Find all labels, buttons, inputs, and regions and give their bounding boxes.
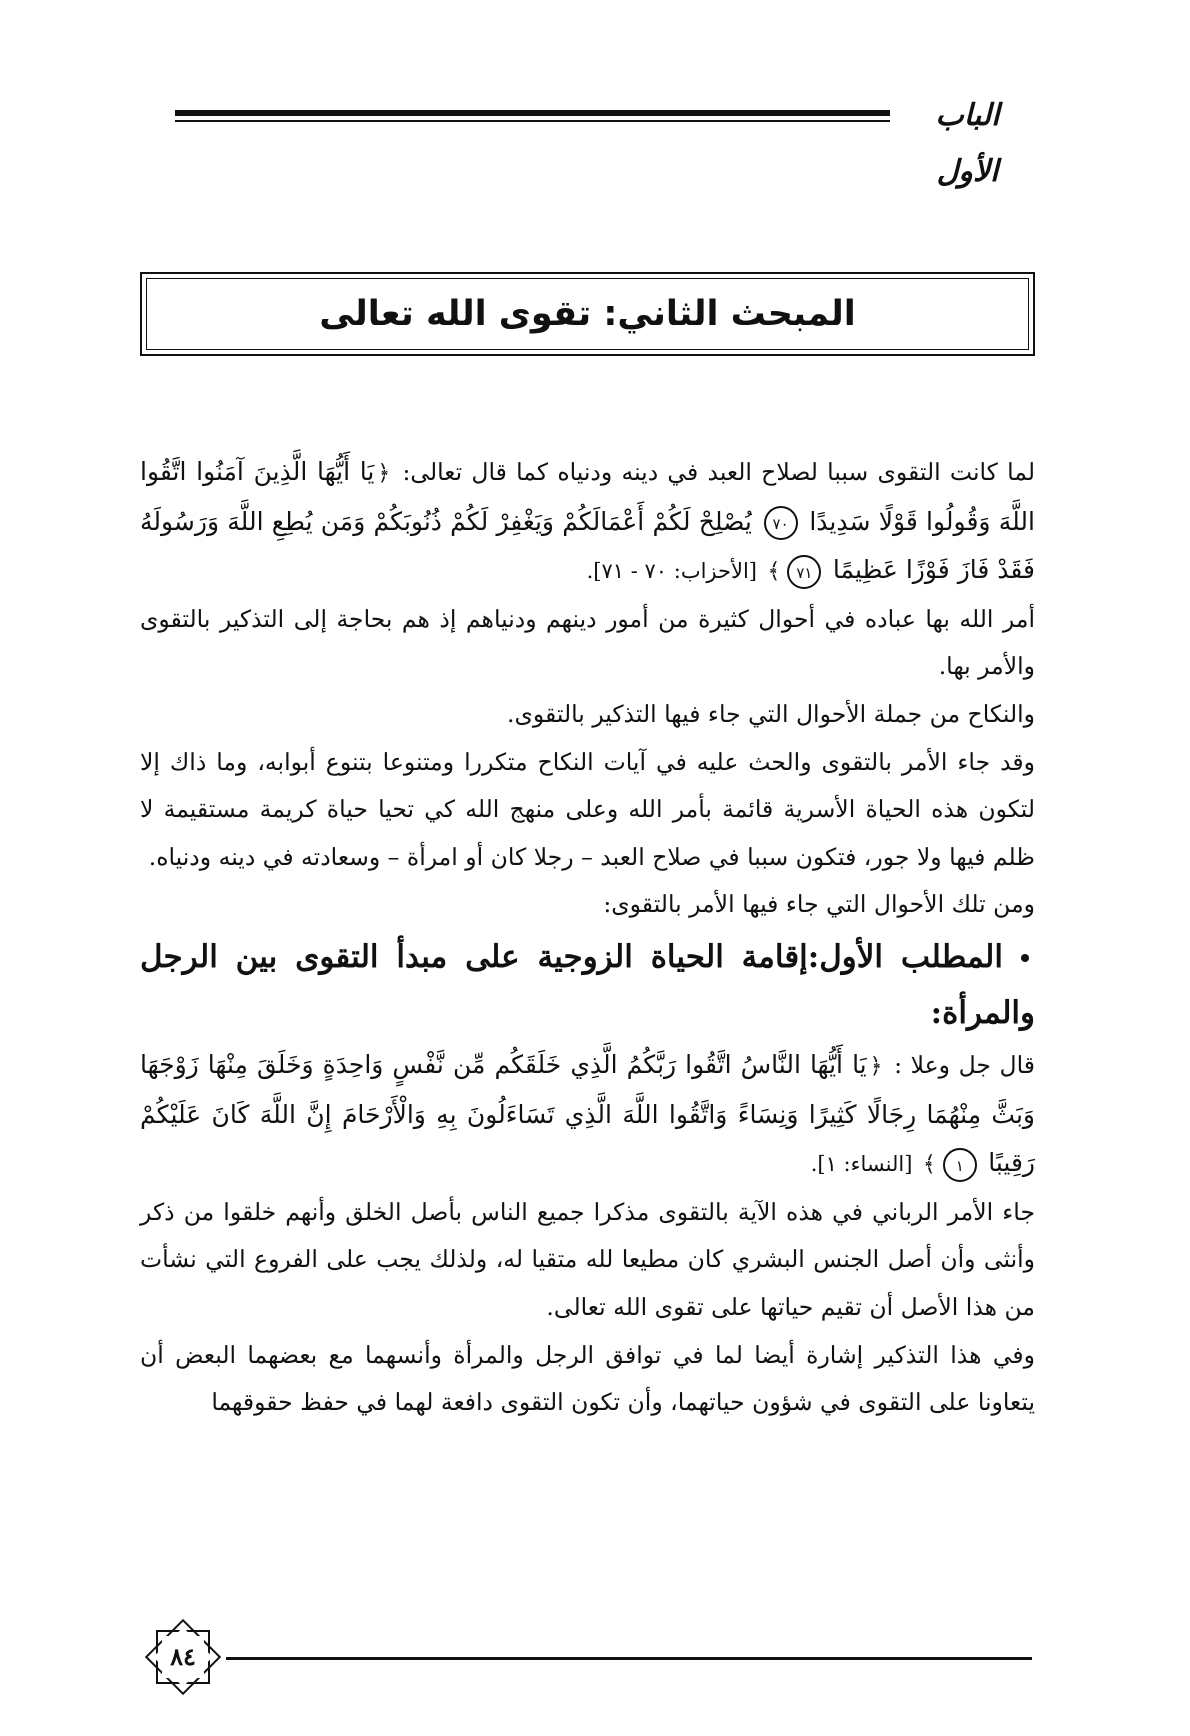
paragraph-intro: لما كانت التقوى سببا لصلاح العبد في دينه ودنياه كما قال تعالى: — [402, 458, 1035, 486]
page-number: ٨٤ — [170, 1642, 196, 1671]
quran-bracket-open: ﴿ — [377, 461, 391, 486]
paragraph-intro: قال جل وعلا : — [894, 1050, 1035, 1079]
ayah-number-badge: ٧١ — [787, 555, 821, 589]
quran-verse: يُصْلِحْ لَكُمْ أَعْمَالَكُمْ وَيَغْفِرْ لَكُمْ ذُنُوبَكُمْ وَمَن يُطِعِ اللَّهَ وَرَسُولَهُ فَقَدْ فَازَ فَوْزًا عَظِيمًا — [140, 506, 1035, 585]
bullet-icon — [1021, 954, 1029, 962]
header-rule-thin — [175, 120, 890, 122]
chapter-title: الباب الأول — [935, 98, 1000, 189]
quran-bracket-open: ﴿ — [869, 1053, 883, 1079]
verse-reference: [الأحزاب: ٧٠ - ٧١]. — [586, 559, 758, 584]
section-title: المبحث الثاني: تقوى الله تعالى — [319, 294, 856, 334]
quran-verse: يَا أَيُّهَا الَّذِينَ آمَنُوا اتَّقُوا اللَّهَ وَقُولُوا قَوْلًا سَدِيدًا — [140, 457, 1035, 536]
paragraph — [140, 448, 1035, 596]
section-title-box — [140, 272, 1035, 356]
subsection-heading-text: المطلب الأول:إقامة الحياة الزوجية على مبدأ التقوى بين الرجل والمرأة: — [140, 938, 1035, 1031]
paragraph: ومن تلك الأحوال التي جاء فيها الأمر بالتقوى: — [603, 890, 1035, 919]
paragraph: أمر الله بها عباده في أحوال كثيرة من أمور دينهم ودنياهم إذ هم بحاجة إلى التذكير بالتقوى والأمر بها. — [140, 604, 1035, 681]
paragraph: وقد جاء الأمر بالتقوى والحث عليه في آيات النكاح متكررا ومتنوعا بتنوع أبوابه، وما ذاك إلا لتكون هذه الحياة الأسرية قائمة بأمر الله وعلى منهج الله كي تحيا حياة كريمة مستقيمة لا ظلم فيها ولا جور، فتكون سببا في صلاح العبد – رجلا كان أو امرأة – وسعادته في دينه ودنياه. — [140, 747, 1035, 871]
header-rule-thick — [175, 110, 890, 116]
verse-reference: [النساء: ١]. — [810, 1152, 913, 1177]
quran-bracket-close: ﴾ — [767, 559, 781, 585]
ayah-number-badge: ١ — [943, 1148, 977, 1182]
body-text — [140, 448, 1035, 1427]
quran-verse: يَا أَيُّهَا النَّاسُ اتَّقُوا رَبَّكُمُ الَّذِي خَلَقَكُم مِّن نَّفْسٍ وَاحِدَةٍ وَخَلَقَ مِنْهَا زَوْجَهَا وَبَثَّ مِنْهُمَا رِجَالًا كَثِيرًا وَنِسَاءً وَاتَّقُوا اللَّهَ الَّذِي تَسَاءَلُونَ بِهِ وَالْأَرْحَامَ إِنَّ اللَّهَ كَانَ عَلَيْكُمْ رَقِيبًا — [140, 1049, 1035, 1178]
paragraph: جاء الأمر الرباني في هذه الآية بالتقوى مذكرا جميع الناس بأصل الخلق وأنهم خلقوا من ذكر وأنثى وأن أصل الجنس البشري كان مطيعا لله متقيا له، ولذلك يجب على الفروع التي نشأت من هذا الأصل أن تقيم حياتها على تقوى الله تعالى. — [140, 1197, 1035, 1321]
running-header — [175, 88, 1035, 189]
subsection-heading — [140, 929, 1035, 1041]
paragraph: وفي هذا التذكير إشارة أيضا لما في توافق الرجل والمرأة وأنسهما مع بعضهما البعض أن يتعاونا على التقوى في شؤون حياتهما، وأن تكون التقوى دافعة لهما في حفظ حقوقهما — [140, 1340, 1035, 1417]
paragraph: والنكاح من جملة الأحوال التي جاء فيها التذكير بالتقوى. — [507, 699, 1035, 728]
footer-rule — [226, 1657, 1032, 1660]
ayah-number-badge: ٧٠ — [764, 506, 798, 540]
page-number-ornament — [138, 1612, 228, 1702]
paragraph — [140, 1041, 1035, 1189]
section-title-frame — [146, 278, 1029, 350]
quran-bracket-close: ﴾ — [922, 1152, 936, 1178]
header-rule — [175, 110, 890, 124]
